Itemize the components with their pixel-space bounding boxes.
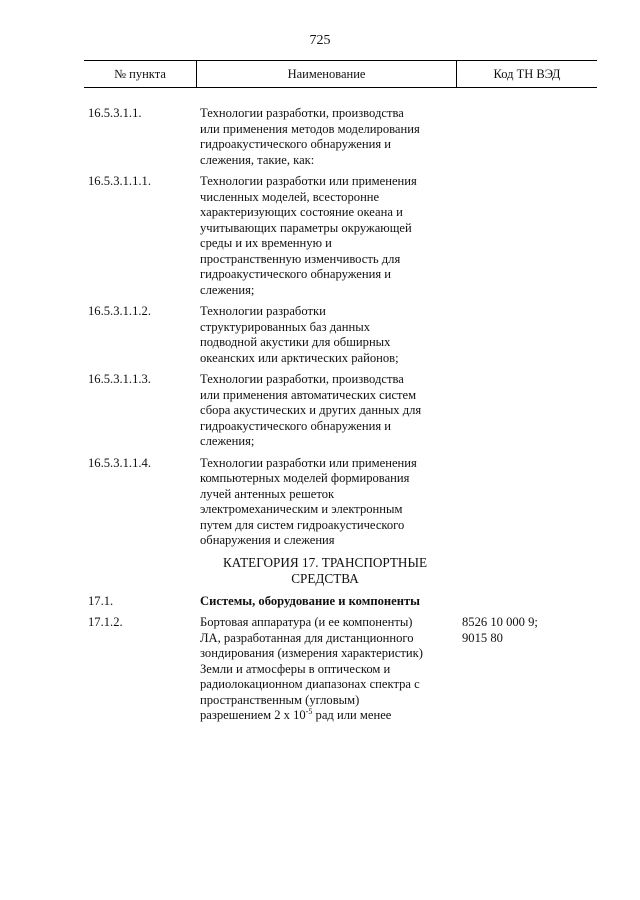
row-name-line: ЛА, разработанная для дистанционного [200,630,414,645]
header-code: Код ТН ВЭД [493,66,561,81]
table-header [84,60,597,88]
row-name-line: Технологии разработки или применения [200,174,417,188]
row-name-line: зондирования (измерения характеристик) [200,646,423,660]
row-name-line: компьютерных моделей формирования [200,471,410,485]
row-name [200,174,450,298]
row-name-line: слежения, такие, как: [200,152,315,167]
row-code-line: 9015 80 [462,630,503,645]
row-name-line: или применения автоматических систем [200,387,417,402]
section-name-line: Системы, оборудование и компоненты [200,593,420,608]
row-name [200,372,450,450]
row-name-line: Земли и атмосферы в оптическом и [200,661,391,676]
row-name [200,456,450,549]
resolution-prefix: разрешением 2 х 10 [200,708,306,722]
page-number: 725 [309,33,331,48]
row-name-line: слежения; [200,434,255,448]
row-name-line: Технологии разработки [200,304,326,318]
resolution-exponent: -5 [305,707,313,716]
row-number: 16.5.3.1.1.1. [88,174,151,188]
row-name-line: среды и их временную и [200,236,332,250]
row-name-line: слежения; [200,282,255,297]
table-row [88,456,588,549]
row-name-line: пространственную изменчивость для [200,251,401,266]
category-heading-line: СРЕДСТВА [291,570,359,586]
category-heading-line: КАТЕГОРИЯ 17. ТРАНСПОРТНЫЕ [222,554,428,570]
row-name-line: Технологии разработки или применения [200,455,417,470]
table-row [88,106,588,168]
row-code [450,615,592,724]
row-name-line: лучей антенных решеток [200,486,335,501]
section-row [88,594,588,610]
row-number: 17.1.2. [88,615,123,629]
row-name-line: или применения методов моделирования [200,121,420,136]
row-name-line: электромеханическим и электронным [200,502,403,516]
row-name [200,615,450,724]
row-name [200,106,450,168]
table-row [88,174,588,298]
row-name-line: путем для систем гидроакустического [200,517,405,532]
row-number: 16.5.3.1.1.4. [88,455,151,470]
table-row [88,304,588,366]
row-name-line: гидроакустического обнаружения и [200,137,392,151]
row-name-line: сбора акустических и других данных для [200,403,422,417]
header-name: Наименование [196,61,457,87]
row-name-line: океанских или арктических районов; [200,350,399,365]
row-name-line: гидроакустического обнаружения и [200,267,392,281]
table-body [88,106,588,730]
row-name-line: пространственным (угловым) [200,692,360,707]
section-name [200,594,450,610]
resolution-suffix: рад или менее [312,708,392,722]
row-name-line: гидроакустического обнаружения и [200,418,392,433]
row-name-line: Технологии разработки, производства [200,106,404,120]
row-name-line: Бортовая аппаратура (и ее компоненты) [200,615,413,629]
table-row [88,615,588,724]
row-name-line: Технологии разработки, производства [200,372,404,386]
row-code-line: 8526 10 000 9; [462,615,538,629]
row-name-line: характеризующих состояние океана и [200,205,403,219]
row-number: 16.5.3.1.1. [88,106,142,120]
row-number: 16.5.3.1.1.2. [88,304,151,318]
row-number: 16.5.3.1.1.3. [88,372,151,386]
section-number: 17.1. [88,593,114,608]
row-name-line: структурированных баз данных [200,319,371,334]
category-heading [200,555,450,587]
row-name [200,304,450,366]
header-number: № пункта [114,66,166,81]
row-name-line: учитывающих параметры окружающей [200,220,412,235]
table-row [88,372,588,450]
row-name-line: радиолокационном диапазонах спектра с [200,677,420,691]
row-name-line: обнаружения и слежения [200,533,335,547]
row-name-line: подводной акустики для обширных [200,335,391,349]
row-name-line: численных моделей, всесторонне [200,189,380,204]
row-name-line-with-exponent [200,708,450,724]
